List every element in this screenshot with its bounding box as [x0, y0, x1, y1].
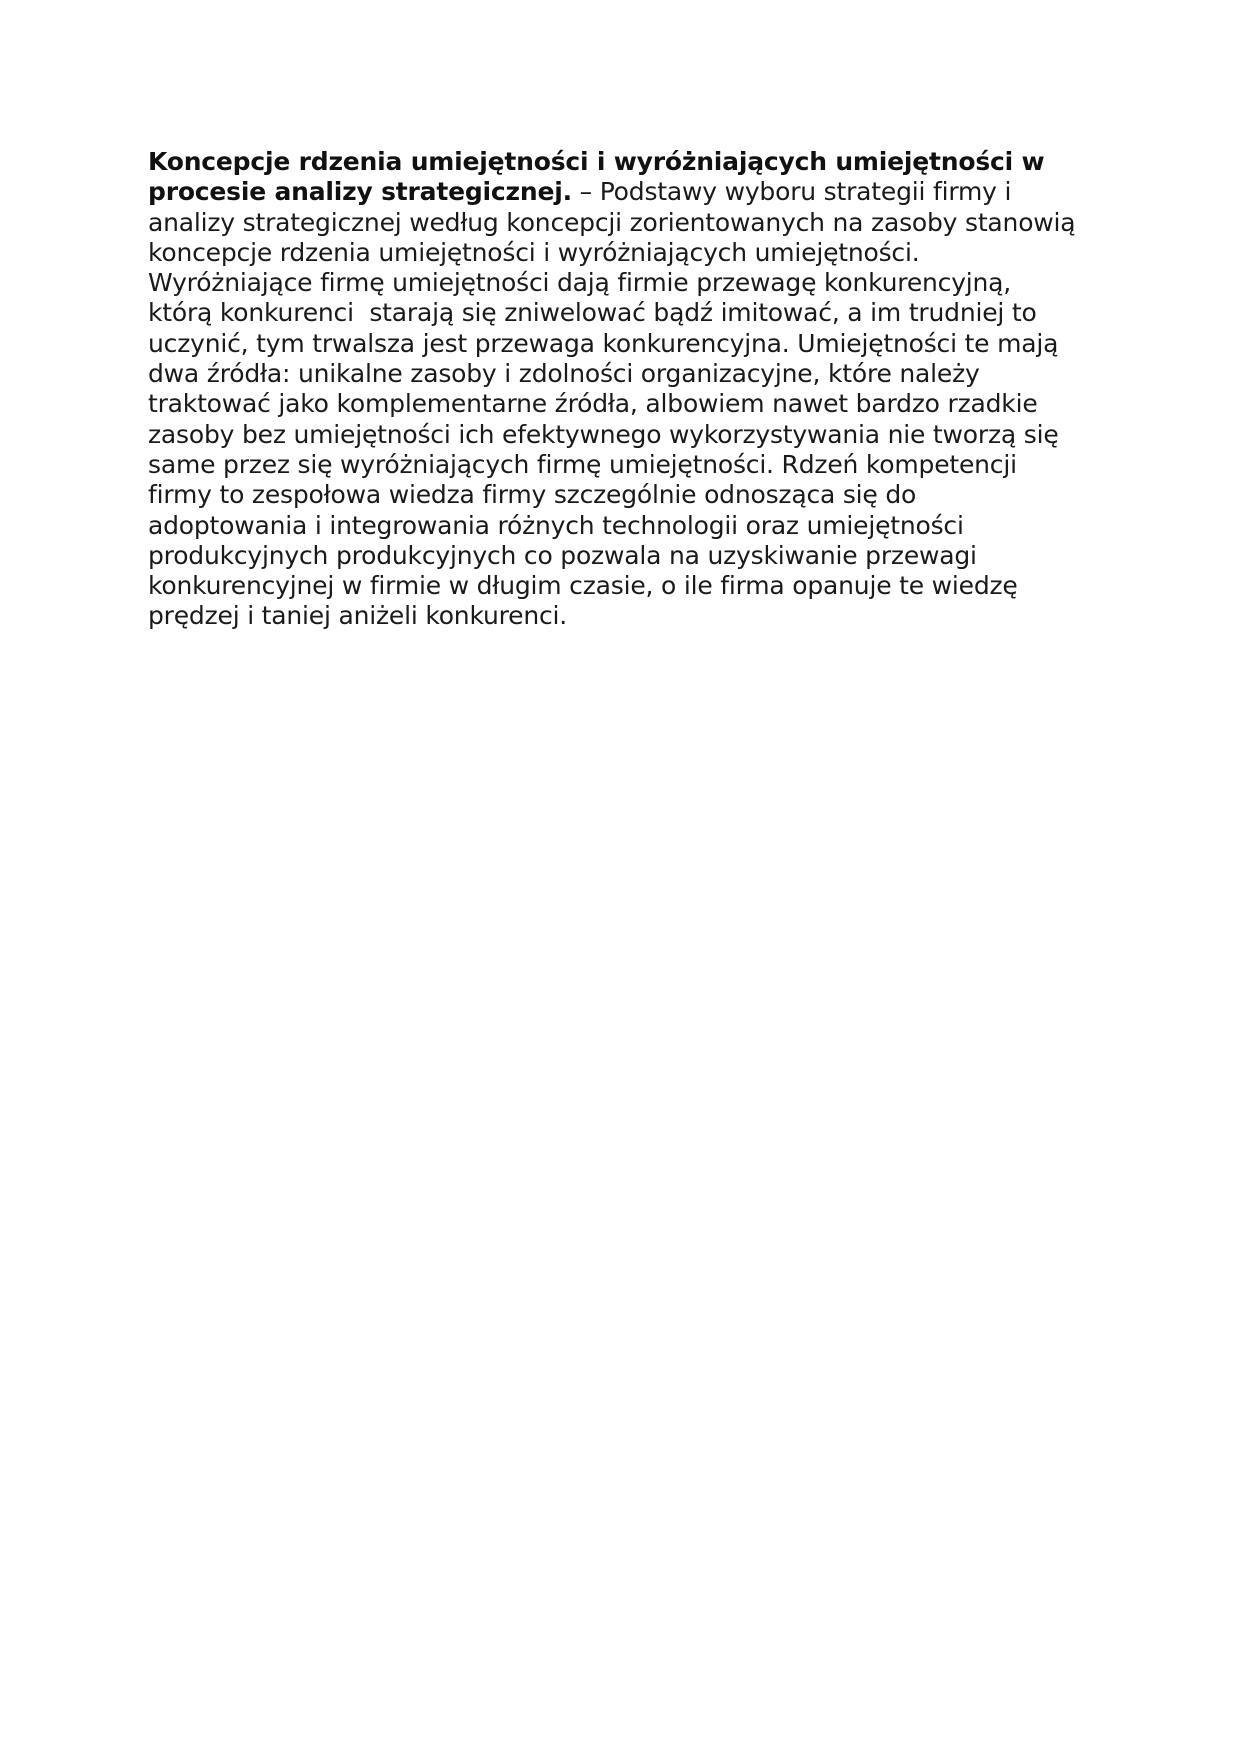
body-line: dwa źródła: unikalne zasoby i zdolności organizacyjne, które należy	[148, 359, 980, 389]
body-line: konkurencyjnej w firmie w długim czasie, o ile firma opanuje te wiedzę	[148, 571, 1018, 601]
body-text	[148, 147, 1098, 632]
body-line: same przez się wyróżniających firmę umiejętności. Rdzeń kompetencji	[148, 449, 1017, 479]
body-line: adoptowania i integrowania różnych technologii oraz umiejętności	[148, 510, 964, 540]
heading-line-1: Koncepcje rdzenia umiejętności i wyróżniających umiejętności w	[148, 147, 1045, 176]
heading-line-2-rest: – Podstawy wyboru strategii firmy i	[571, 177, 1012, 207]
body-line: koncepcje rdzenia umiejętności i wyróżniających umiejętności.	[148, 237, 920, 267]
body-line: prędzej i taniej aniżeli konkurenci.	[148, 601, 567, 631]
body-line: traktować jako komplementarne źródła, albowiem nawet bardzo rzadkie	[148, 389, 1038, 419]
body-line: uczynić, tym trwalsza jest przewaga konkurencyjna. Umiejętności te mają	[148, 328, 1059, 358]
heading-line-2	[148, 177, 1098, 207]
body-line: Wyróżniające firmę umiejętności dają firmie przewagę konkurencyjną,	[148, 268, 1012, 298]
body-line: którą konkurenci starają się zniwelować bądź imitować, a im trudniej to	[148, 298, 1037, 328]
body-line: zasoby bez umiejętności ich efektywnego wykorzystywania nie tworzą się	[148, 419, 1059, 449]
heading-line-2-bold: procesie analizy strategicznej.	[148, 177, 572, 207]
body-line: produkcyjnych produkcyjnych co pozwala na uzyskiwanie przewagi	[148, 540, 977, 570]
body-line: firmy to zespołowa wiedza firmy szczególnie odnosząca się do	[148, 480, 917, 510]
body-line: analizy strategicznej według koncepcji zorientowanych na zasoby stanowią	[148, 207, 1076, 237]
